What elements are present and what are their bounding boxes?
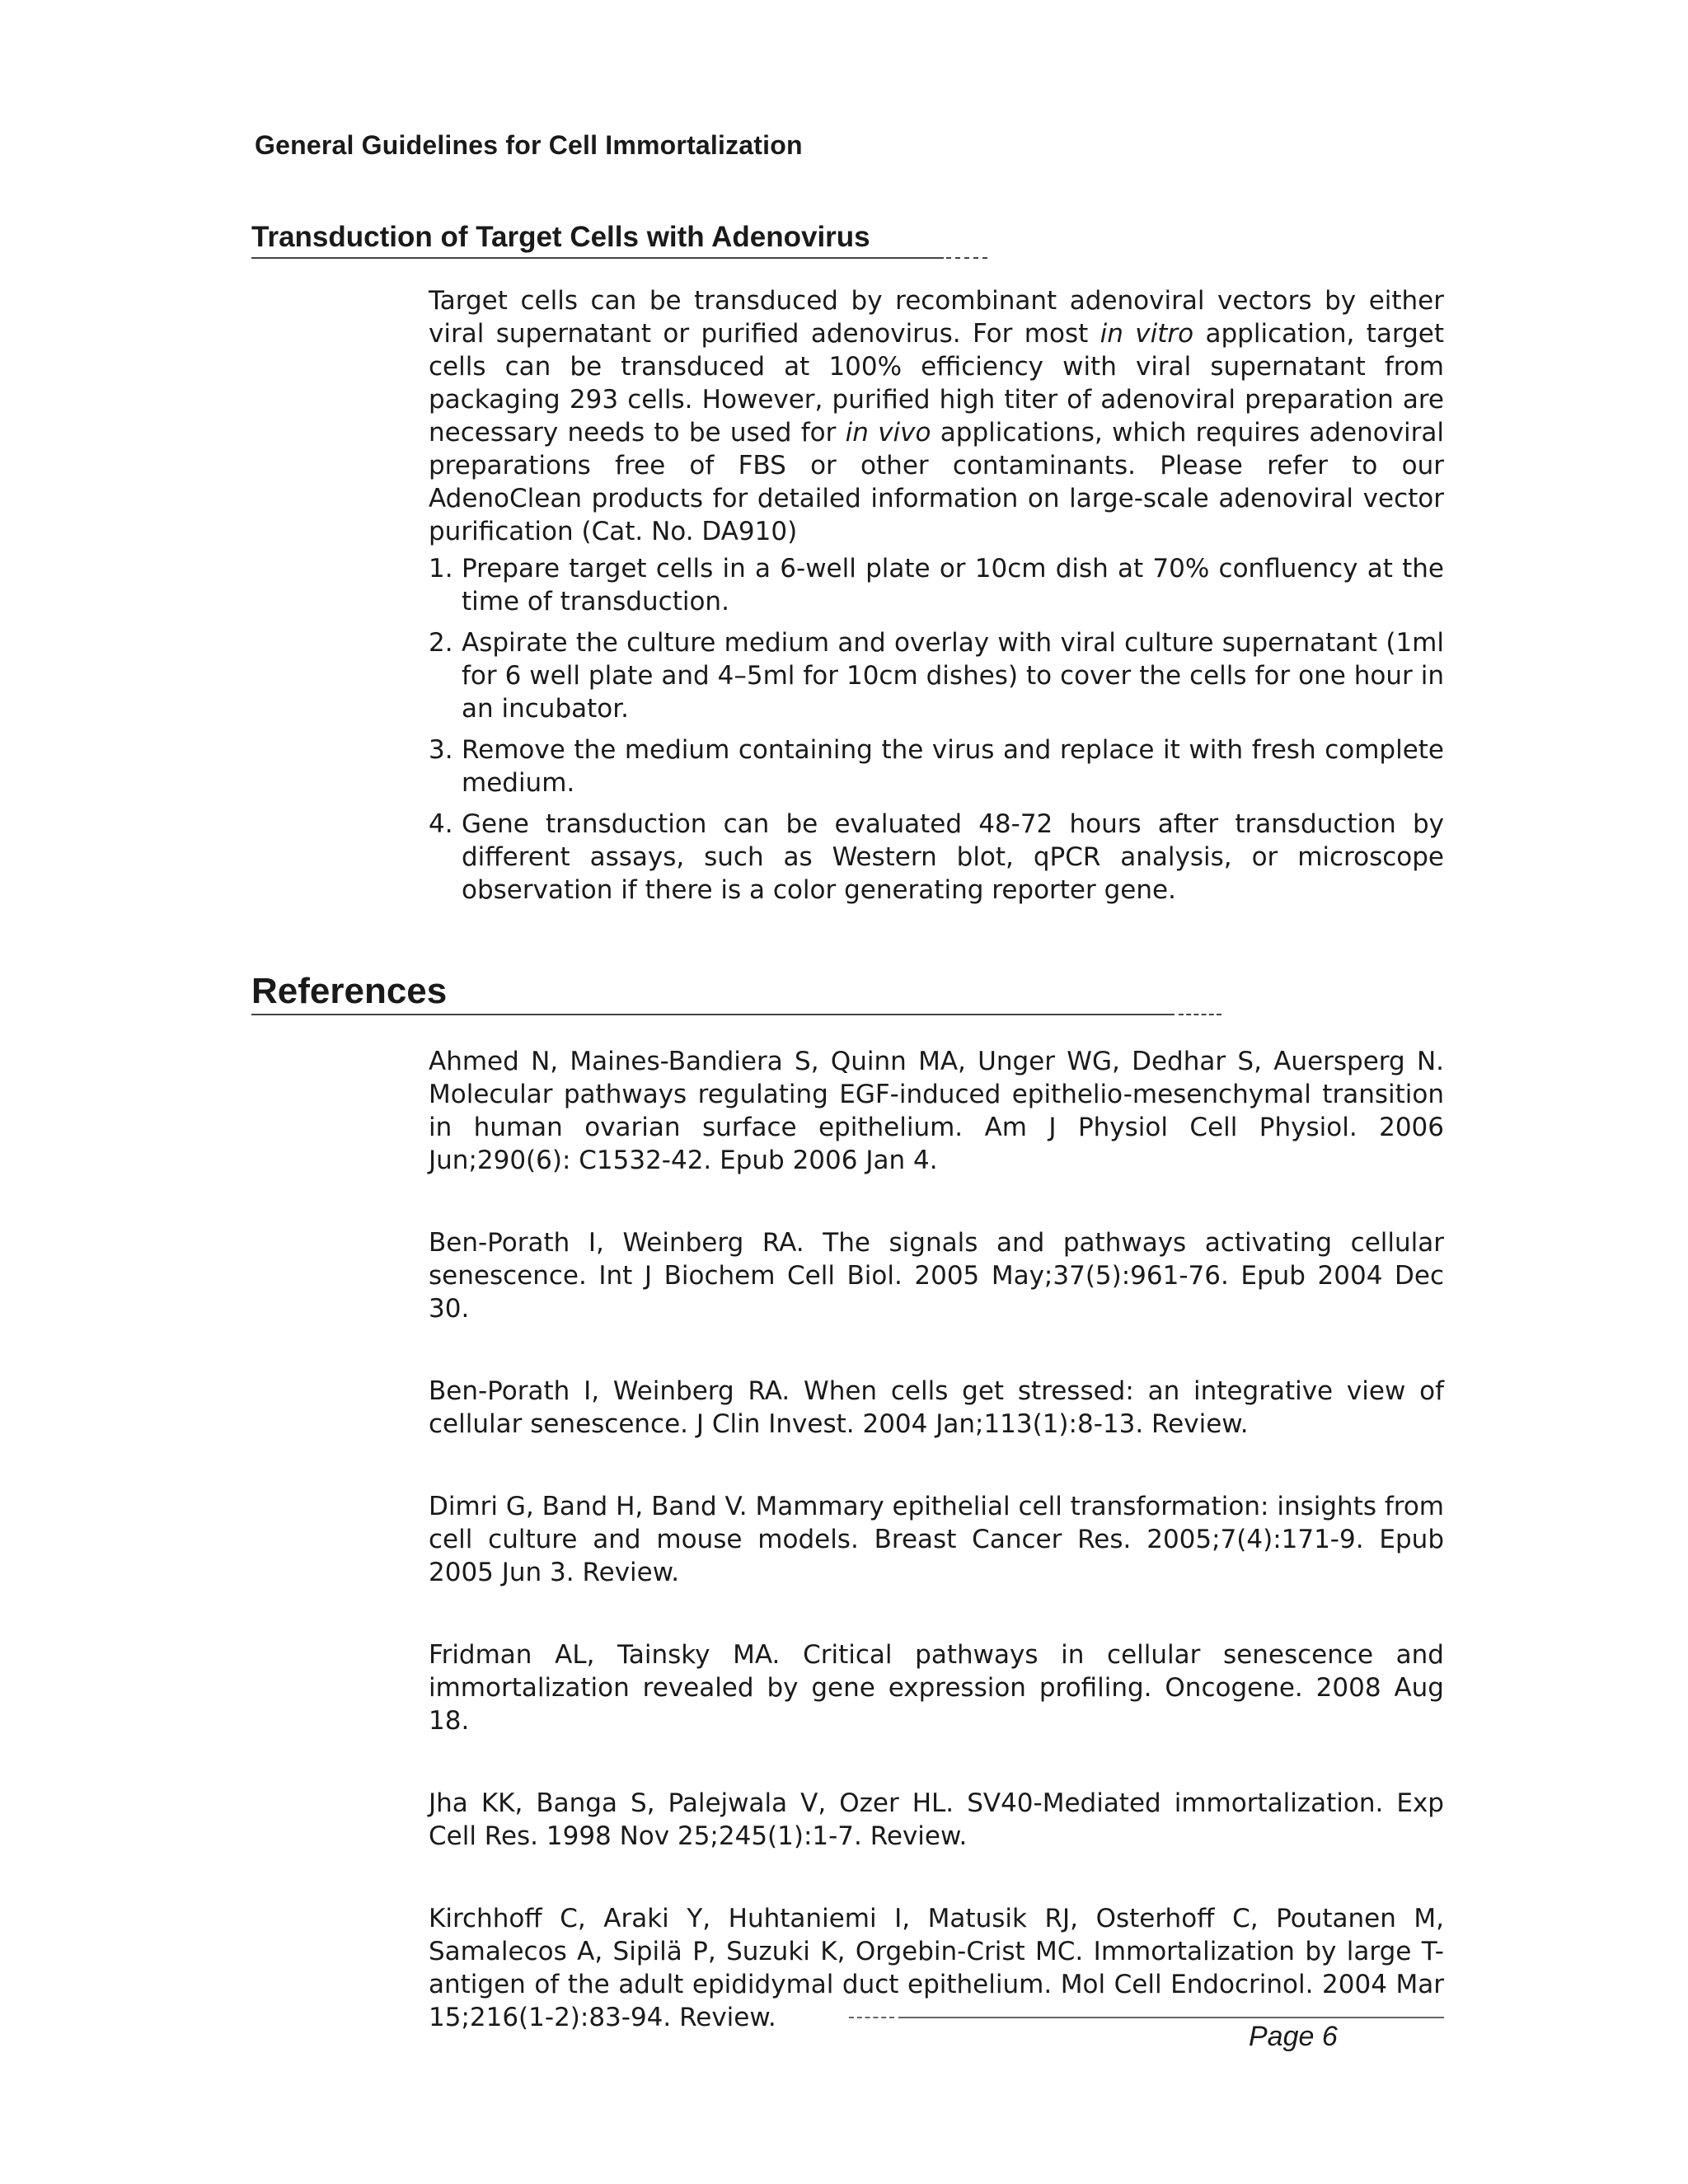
step-number: 3. <box>429 735 453 765</box>
intro-italic-run: in vivo <box>845 418 931 448</box>
section-heading-references: References <box>251 971 448 1011</box>
running-header: General Guidelines for Cell Immortalization <box>255 130 803 160</box>
intro-text-run: application, target cells can be transduced at 100% efficiency with viral supernatant from packaging 293 cells. However, purified high titer of adenoviral preparation are necessary needs to be used for <box>429 319 1444 448</box>
footer-rule-dash <box>849 2017 894 2018</box>
reference-item: Fridman AL, Tainsky MA. Critical pathways in cellular senescence and immortalization revealed by gene expression profiling. Oncogene. 2008 Aug 18. <box>429 1640 1444 1736</box>
step-text: Remove the medium containing the virus and replace it with fresh complete medium. <box>462 735 1444 798</box>
transduction-steps <box>429 552 1444 915</box>
heading-rule-dash <box>946 257 987 259</box>
step-text: Gene transduction can be evaluated 48-72 hours after transduction by different assays, such as Western blot, qPCR analysis, or microscope observation if there is a color generating reporter gene. <box>462 809 1444 905</box>
reference-item: Kirchhoff C, Araki Y, Huhtaniemi I, Matusik RJ, Osterhoff C, Poutanen M, Samalecos A, Sipilä P, Suzuki K, Orgebin-Crist MC. Immortalization by large T-antigen of the adult epididymal duct epithelium. Mol Cell Endocrinol. 2004 Mar 15;216(1-2):83-94. Review. <box>429 1904 1444 2032</box>
step-text: Prepare target cells in a 6-well plate or 10cm dish at 70% confluency at the time of transduction. <box>462 554 1444 616</box>
page-number: Page 6 <box>1249 2021 1338 2052</box>
footer-rule <box>898 2017 1444 2018</box>
intro-text-run: applications, which requires adenoviral preparations free of FBS or other contaminants. Please refer to our AdenoClean products for detailed information on large-scale adenoviral vector purification (Cat. No. DA910) <box>429 418 1445 546</box>
intro-italic-run: in vitro <box>1100 319 1194 349</box>
heading-rule-dash <box>1179 1014 1221 1015</box>
heading-rule <box>251 257 944 259</box>
reference-item: Jha KK, Banga S, Palejwala V, Ozer HL. SV40-Mediated immortalization. Exp Cell Res. 1998 Nov 25;245(1):1-7. Review. <box>429 1788 1444 1851</box>
step-item <box>429 733 1444 799</box>
reference-item: Dimri G, Band H, Band V. Mammary epithelial cell transformation: insights from cell culture and mouse models. Breast Cancer Res. 2005;7(4):171-9. Epub 2005 Jun 3. Review. <box>429 1492 1444 1587</box>
reference-item: Ahmed N, Maines-Bandiera S, Quinn MA, Unger WG, Dedhar S, Auersperg N. Molecular pathways regulating EGF-induced epithelio-mesenchymal transition in human ovarian surface epithelium. Am J Physiol Cell Physiol. 2006 Jun;290(6): C1532-42. Epub 2006 Jan 4. <box>429 1047 1444 1175</box>
step-text: Aspirate the culture medium and overlay with viral culture supernatant (1ml for 6 well plate and 4–5ml for 10cm dishes) to cover the cells for one hour in an incubator. <box>462 628 1444 724</box>
heading-rule <box>251 1014 1175 1015</box>
step-number: 2. <box>429 628 453 658</box>
step-number: 4. <box>429 809 453 839</box>
step-item <box>429 808 1444 907</box>
reference-item: Ben-Porath I, Weinberg RA. When cells get stressed: an integrative view of cellular senescence. J Clin Invest. 2004 Jan;113(1):8-13. Review. <box>429 1376 1444 1439</box>
intro-text-run: Target cells can be transduced by recombinant adenoviral vectors by either viral supernatant or purified adenovirus. For most <box>429 286 1444 349</box>
step-number: 1. <box>429 554 453 583</box>
reference-item: Ben-Porath I, Weinberg RA. The signals and pathways activating cellular senescence. Int J Biochem Cell Biol. 2005 May;37(5):961-76. Epub 2004 Dec 30. <box>429 1228 1444 1324</box>
step-item <box>429 626 1444 725</box>
step-item <box>429 552 1444 618</box>
section-heading-transduction: Transduction of Target Cells with Adenovirus <box>251 221 870 253</box>
references-list <box>429 1045 1444 2034</box>
transduction-intro <box>429 284 1444 548</box>
